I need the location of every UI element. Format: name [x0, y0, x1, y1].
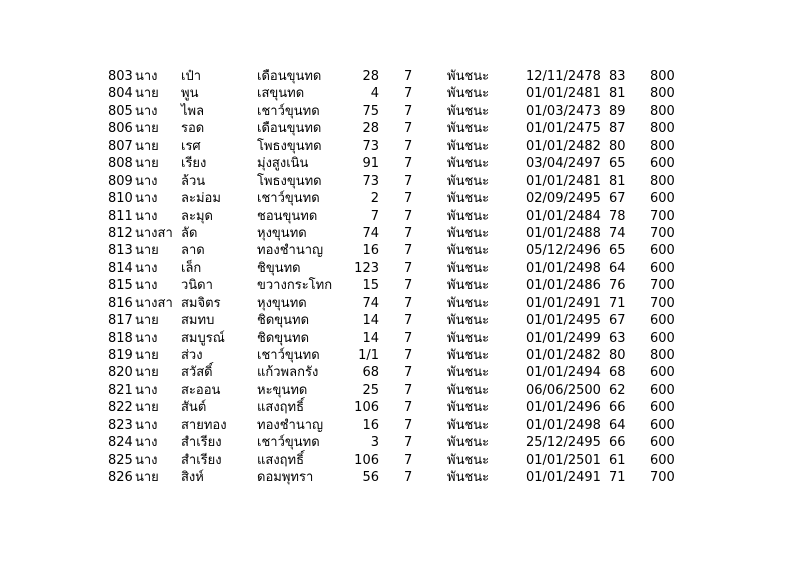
- table-row: [108, 330, 688, 347]
- first-name: ละม่อม: [181, 191, 221, 207]
- moo-number: 7: [404, 121, 413, 137]
- age-value: 67: [609, 191, 626, 207]
- age-value: 76: [609, 278, 626, 294]
- house-number: 14: [362, 330, 379, 346]
- village-name: พันชนะ: [447, 330, 490, 346]
- last-name: มุ่งสูงเนิน: [257, 156, 309, 172]
- moo-number: 7: [404, 295, 413, 311]
- record-number: 807: [108, 138, 133, 154]
- record-number: 805: [108, 103, 133, 119]
- moo-number: 7: [404, 225, 413, 241]
- birth-date: 05/12/2496: [526, 243, 601, 259]
- village-name: พันชนะ: [447, 260, 490, 276]
- first-name: ละมุด: [181, 208, 213, 224]
- house-number: 75: [362, 103, 379, 119]
- moo-number: 7: [404, 243, 413, 259]
- village-name: พันชนะ: [447, 86, 490, 102]
- moo-number: 7: [404, 260, 413, 276]
- first-name: สวัสดิ์: [181, 365, 213, 381]
- moo-number: 7: [404, 382, 413, 398]
- house-number: 7: [370, 208, 379, 224]
- moo-number: 7: [404, 452, 413, 468]
- table-row: [108, 295, 688, 312]
- name-title: นาย: [135, 121, 159, 137]
- village-name: พันชนะ: [447, 103, 490, 119]
- last-name: ชิขุนทด: [257, 260, 301, 276]
- table-row: [108, 347, 688, 364]
- village-name: พันชนะ: [447, 69, 490, 84]
- house-number: 106: [354, 452, 379, 468]
- table-row: [108, 434, 688, 451]
- age-value: 65: [609, 243, 626, 259]
- birth-date: 01/01/2488: [526, 225, 601, 241]
- last-name: โพธงขุนทด: [257, 173, 322, 189]
- birth-date: 01/01/2501: [526, 452, 601, 468]
- name-title: นาง: [135, 260, 158, 276]
- allowance-amount: 700: [650, 470, 675, 486]
- village-name: พันชนะ: [447, 400, 490, 416]
- house-number: 25: [362, 382, 379, 398]
- village-name: พันชนะ: [447, 295, 490, 311]
- age-value: 71: [609, 295, 626, 311]
- village-name: พันชนะ: [447, 417, 490, 433]
- allowance-amount: 800: [650, 86, 675, 102]
- birth-date: 12/11/2478: [526, 69, 601, 84]
- record-number: 825: [108, 452, 133, 468]
- table-row: [108, 364, 688, 381]
- birth-date: 01/01/2496: [526, 400, 601, 416]
- table-row: [108, 452, 688, 469]
- allowance-amount: 700: [650, 208, 675, 224]
- house-number: 15: [362, 278, 379, 294]
- first-name: เล็ก: [181, 260, 202, 276]
- allowance-amount: 600: [650, 191, 675, 207]
- name-title: นาง: [135, 173, 158, 189]
- name-title: นาย: [135, 348, 159, 363]
- record-number: 806: [108, 121, 133, 137]
- record-number: 815: [108, 278, 133, 294]
- allowance-amount: 600: [650, 417, 675, 433]
- moo-number: 7: [404, 313, 413, 329]
- village-name: พันชนะ: [447, 243, 490, 259]
- age-value: 61: [609, 452, 626, 468]
- first-name: สมจิตร: [181, 295, 221, 311]
- house-number: 14: [362, 313, 379, 329]
- last-name: เชาว์ขุนทด: [257, 103, 320, 119]
- birth-date: 01/01/2484: [526, 208, 601, 224]
- last-name: เชาว์ขุนทด: [257, 348, 320, 363]
- last-name: ทองชำนาญ: [257, 243, 324, 259]
- table-row: [108, 312, 688, 329]
- house-number: 106: [354, 400, 379, 416]
- allowance-amount: 600: [650, 365, 675, 381]
- moo-number: 7: [404, 208, 413, 224]
- first-name: ส่วง: [181, 348, 203, 363]
- birth-date: 01/01/2475: [526, 121, 601, 137]
- age-value: 74: [609, 225, 626, 241]
- last-name: เดือนขุนทด: [257, 69, 322, 84]
- last-name: เชาว์ขุนทด: [257, 191, 320, 207]
- village-name: พันชนะ: [447, 435, 490, 451]
- age-value: 81: [609, 86, 626, 102]
- record-number: 803: [108, 69, 133, 84]
- age-value: 71: [609, 470, 626, 486]
- birth-date: 25/12/2495: [526, 435, 601, 451]
- birth-date: 01/01/2494: [526, 365, 601, 381]
- allowance-amount: 600: [650, 330, 675, 346]
- first-name: ล้วน: [181, 173, 206, 189]
- name-title: นาง: [135, 435, 158, 451]
- village-name: พันชนะ: [447, 313, 490, 329]
- record-number: 826: [108, 470, 133, 486]
- birth-date: 01/01/2491: [526, 470, 601, 486]
- age-value: 78: [609, 208, 626, 224]
- age-value: 64: [609, 417, 626, 433]
- age-value: 66: [609, 435, 626, 451]
- age-value: 63: [609, 330, 626, 346]
- village-name: พันชนะ: [447, 121, 490, 137]
- last-name: หุงขุนทด: [257, 295, 307, 311]
- allowance-amount: 600: [650, 400, 675, 416]
- moo-number: 7: [404, 278, 413, 294]
- birth-date: 03/04/2497: [526, 156, 601, 172]
- moo-number: 7: [404, 191, 413, 207]
- name-title: นาย: [135, 313, 159, 329]
- name-title: นาง: [135, 191, 158, 207]
- name-title: นางสา: [135, 295, 173, 311]
- first-name: พูน: [181, 86, 199, 102]
- first-name: วนิดา: [181, 278, 213, 294]
- table-row: [108, 190, 688, 207]
- house-number: 28: [362, 121, 379, 137]
- record-number: 821: [108, 382, 133, 398]
- last-name: ชิดขุนทด: [257, 313, 310, 329]
- first-name: สะออน: [181, 382, 221, 398]
- village-name: พันชนะ: [447, 156, 490, 172]
- moo-number: 7: [404, 138, 413, 154]
- allowance-amount: 600: [650, 382, 675, 398]
- table-row: [108, 155, 688, 172]
- first-name: สันต์: [181, 400, 207, 416]
- allowance-amount: 700: [650, 225, 675, 241]
- moo-number: 7: [404, 417, 413, 433]
- name-title: นาย: [135, 86, 159, 102]
- name-title: นาง: [135, 278, 158, 294]
- allowance-amount: 800: [650, 121, 675, 137]
- birth-date: 01/01/2486: [526, 278, 601, 294]
- first-name: เรศ: [181, 138, 201, 154]
- record-number: 804: [108, 86, 133, 102]
- record-number: 813: [108, 243, 133, 259]
- village-name: พันชนะ: [447, 365, 490, 381]
- birth-date: 01/01/2481: [526, 173, 601, 189]
- last-name: แสงฤทธิ์: [257, 452, 305, 468]
- village-name: พันชนะ: [447, 225, 490, 241]
- last-name: แสงฤทธิ์: [257, 400, 305, 416]
- record-number: 809: [108, 173, 133, 189]
- first-name: สำเรียง: [181, 435, 222, 451]
- age-value: 64: [609, 260, 626, 276]
- village-name: พันชนะ: [447, 452, 490, 468]
- allowance-amount: 800: [650, 69, 675, 84]
- name-title: นาย: [135, 243, 159, 259]
- house-number: 16: [362, 417, 379, 433]
- record-number: 818: [108, 330, 133, 346]
- birth-date: 02/09/2495: [526, 191, 601, 207]
- last-name: ขวางกระโทก: [257, 278, 333, 294]
- record-number: 819: [108, 348, 133, 363]
- age-value: 80: [609, 348, 626, 363]
- house-number: 2: [370, 191, 379, 207]
- allowance-amount: 600: [650, 452, 675, 468]
- first-name: สมบูรณ์: [181, 330, 225, 346]
- last-name: ทองชำนาญ: [257, 417, 324, 433]
- age-value: 67: [609, 313, 626, 329]
- first-name: เป๋า: [181, 69, 201, 84]
- moo-number: 7: [404, 365, 413, 381]
- name-title: นาย: [135, 365, 159, 381]
- first-name: สายทอง: [181, 417, 227, 433]
- record-number: 812: [108, 225, 133, 241]
- name-title: นางสา: [135, 225, 173, 241]
- birth-date: 01/01/2482: [526, 138, 601, 154]
- house-number: 16: [362, 243, 379, 259]
- birth-date: 01/01/2491: [526, 295, 601, 311]
- birth-date: 01/03/2473: [526, 103, 601, 119]
- name-title: นาย: [135, 138, 159, 154]
- last-name: หุงขุนทด: [257, 225, 307, 241]
- table-row: [108, 382, 688, 399]
- village-name: พันชนะ: [447, 208, 490, 224]
- first-name: ไพล: [181, 103, 205, 119]
- allowance-amount: 600: [650, 260, 675, 276]
- village-name: พันชนะ: [447, 138, 490, 154]
- table-row: [108, 138, 688, 155]
- village-name: พันชนะ: [447, 382, 490, 398]
- birth-date: 06/06/2500: [526, 382, 601, 398]
- age-value: 65: [609, 156, 626, 172]
- house-number: 91: [362, 156, 379, 172]
- last-name: หะขุนทด: [257, 382, 308, 398]
- name-title: นาง: [135, 69, 158, 84]
- age-value: 81: [609, 173, 626, 189]
- table-row: [108, 277, 688, 294]
- table-row: [108, 173, 688, 190]
- house-number: 123: [354, 260, 379, 276]
- last-name: เสขุนทด: [257, 86, 305, 102]
- allowance-amount: 800: [650, 348, 675, 363]
- name-title: นาง: [135, 208, 158, 224]
- table-row: [108, 85, 688, 102]
- moo-number: 7: [404, 156, 413, 172]
- table-row: [108, 120, 688, 137]
- record-number: 810: [108, 191, 133, 207]
- allowance-amount: 600: [650, 435, 675, 451]
- birth-date: 01/01/2498: [526, 417, 601, 433]
- age-value: 83: [609, 69, 626, 84]
- age-value: 89: [609, 103, 626, 119]
- last-name: แก้วพลกรัง: [257, 365, 319, 381]
- table-row: [108, 417, 688, 434]
- age-value: 87: [609, 121, 626, 137]
- table-row: [108, 225, 688, 242]
- village-name: พันชนะ: [447, 470, 490, 486]
- age-value: 68: [609, 365, 626, 381]
- table-row: [108, 68, 688, 85]
- first-name: รอด: [181, 121, 205, 137]
- age-value: 66: [609, 400, 626, 416]
- moo-number: 7: [404, 86, 413, 102]
- record-number: 814: [108, 260, 133, 276]
- allowance-amount: 700: [650, 295, 675, 311]
- birth-date: 01/01/2482: [526, 348, 601, 363]
- house-number: 74: [362, 225, 379, 241]
- name-title: นาง: [135, 382, 158, 398]
- last-name: ดอมพุทรา: [257, 470, 314, 486]
- last-name: เดือนขุนทด: [257, 121, 322, 137]
- first-name: สิงห์: [181, 470, 204, 486]
- record-number: 820: [108, 365, 133, 381]
- first-name: ลาด: [181, 243, 205, 259]
- first-name: เรียง: [181, 156, 207, 172]
- allowance-amount: 600: [650, 156, 675, 172]
- name-title: นาง: [135, 452, 158, 468]
- house-number: 1/1: [358, 348, 379, 363]
- allowance-amount: 600: [650, 243, 675, 259]
- birth-date: 01/01/2498: [526, 260, 601, 276]
- allowance-amount: 600: [650, 313, 675, 329]
- house-number: 4: [370, 86, 379, 102]
- first-name: สมทบ: [181, 313, 215, 329]
- record-number: 808: [108, 156, 133, 172]
- moo-number: 7: [404, 103, 413, 119]
- allowance-amount: 800: [650, 138, 675, 154]
- house-number: 28: [362, 69, 379, 84]
- record-number: 823: [108, 417, 133, 433]
- name-title: นาย: [135, 400, 159, 416]
- record-number: 824: [108, 435, 133, 451]
- last-name: โพธงขุนทด: [257, 138, 322, 154]
- moo-number: 7: [404, 348, 413, 363]
- allowance-amount: 700: [650, 278, 675, 294]
- birth-date: 01/01/2499: [526, 330, 601, 346]
- last-name: ชอนขุนทด: [257, 208, 318, 224]
- moo-number: 7: [404, 330, 413, 346]
- house-number: 3: [370, 435, 379, 451]
- house-number: 56: [362, 470, 379, 486]
- table-row: [108, 103, 688, 120]
- allowance-amount: 800: [650, 103, 675, 119]
- house-number: 68: [362, 365, 379, 381]
- birth-date: 01/01/2481: [526, 86, 601, 102]
- name-title: นาย: [135, 156, 159, 172]
- moo-number: 7: [404, 435, 413, 451]
- village-name: พันชนะ: [447, 191, 490, 207]
- moo-number: 7: [404, 69, 413, 84]
- village-name: พันชนะ: [447, 348, 490, 363]
- last-name: ชิดขุนทด: [257, 330, 310, 346]
- house-number: 73: [362, 138, 379, 154]
- birth-date: 01/01/2495: [526, 313, 601, 329]
- record-number: 816: [108, 295, 133, 311]
- age-value: 80: [609, 138, 626, 154]
- village-name: พันชนะ: [447, 278, 490, 294]
- moo-number: 7: [404, 400, 413, 416]
- table-row: [108, 260, 688, 277]
- table-row: [108, 242, 688, 259]
- name-title: นาง: [135, 103, 158, 119]
- house-number: 73: [362, 173, 379, 189]
- table-row: [108, 469, 688, 486]
- name-title: นาง: [135, 330, 158, 346]
- records-table: [108, 68, 688, 487]
- name-title: นาง: [135, 417, 158, 433]
- house-number: 74: [362, 295, 379, 311]
- name-title: นาย: [135, 470, 159, 486]
- table-row: [108, 399, 688, 416]
- record-number: 817: [108, 313, 133, 329]
- first-name: ลัด: [181, 225, 198, 241]
- first-name: สำเรียง: [181, 452, 222, 468]
- last-name: เชาว์ขุนทด: [257, 435, 320, 451]
- village-name: พันชนะ: [447, 173, 490, 189]
- table-row: [108, 208, 688, 225]
- age-value: 62: [609, 382, 626, 398]
- allowance-amount: 800: [650, 173, 675, 189]
- moo-number: 7: [404, 173, 413, 189]
- record-number: 822: [108, 400, 133, 416]
- record-number: 811: [108, 208, 133, 224]
- moo-number: 7: [404, 470, 413, 486]
